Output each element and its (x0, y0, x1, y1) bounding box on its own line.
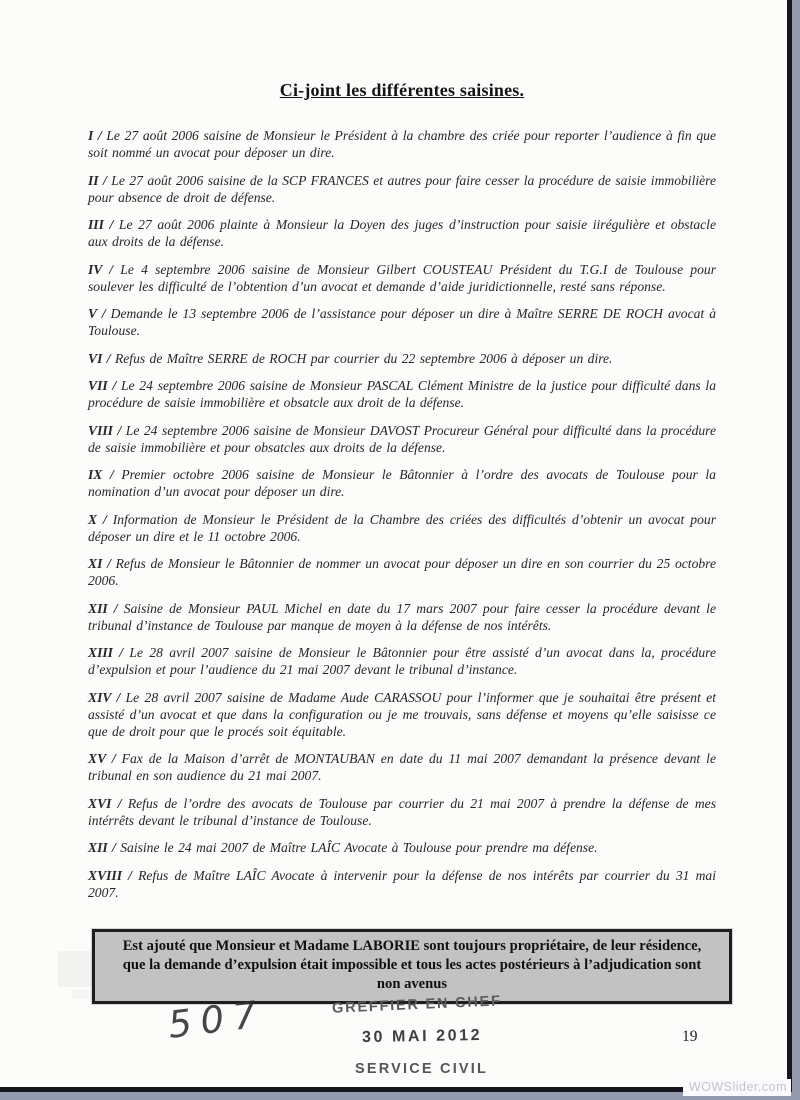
item-text: Refus de Monsieur le Bâtonnier de nommer un avocat pour déposer un dire en son courrier du 25 octobre 2006. (88, 556, 716, 588)
list-item (88, 422, 716, 456)
item-numeral: XIV / (88, 689, 121, 705)
conclusion-highlight-box: Est ajouté que Monsieur et Madame LABORIE sont toujours propriétaire, de leur résidence, que la demande d’expulsion était impossible et tous les actes postérieurs à l’adjudication sont non avenus (92, 929, 732, 1004)
item-numeral: XV / (88, 751, 116, 766)
stamp-greffier-en-chef: GREFFIER EN CHEF (331, 993, 503, 1017)
item-numeral: XVI / (88, 795, 122, 811)
item-numeral: X / (88, 511, 107, 527)
item-text: Le 28 avril 2007 saisine de Monsieur le Bâtonnier pour être assisté d’un avocat dans la, procédure d’expulsion et pour l’audience du 21 mai 2007 devant le tribunal d’instance. (88, 645, 716, 677)
item-numeral: XVIII / (88, 867, 132, 883)
item-text: Le 27 août 2006 plainte à Monsieur la Doyen des juges d’instruction pour saisie iirégulière et obstacle aux droits de la défense. (88, 217, 716, 249)
saisines-list (88, 127, 716, 901)
list-item (88, 466, 716, 500)
item-text: Demande le 13 septembre 2006 de l’assistance pour déposer un dire à Maître SERRE DE ROCH avocat à Toulouse. (88, 306, 716, 338)
item-numeral: VII / (88, 378, 117, 393)
list-item (88, 867, 716, 901)
item-text: Le 24 septembre 2006 saisine de Monsieur DAVOST Procureur Général pour difficulté dans la procédure de saisie immobilière et pour obsatcles aux droits de la défense. (88, 422, 716, 455)
list-item (88, 555, 716, 589)
item-text: Le 4 septembre 2006 saisine de Monsieur Gilbert COUSTEAU Président du T.G.I de Toulouse pour soulever les difficulté de l’obtention d’un avocat et demande d’aide juridictionnelle, resté sans réponse. (88, 261, 716, 294)
handwritten-number: 507 (165, 992, 268, 1047)
item-text: Saisine le 24 mai 2007 de Maître LAÎC Avocate à Toulouse pour prendre ma défense. (120, 840, 598, 855)
list-item (88, 644, 716, 678)
list-item (88, 377, 716, 411)
item-text: Refus de l’ordre des avocats de Toulouse par courrier du 21 mai 2007 à prendre la défense de mes intérrêts devant le tribunal d’instance de Toulouse. (88, 795, 716, 828)
item-text: Information de Monsieur le Président de la Chambre des criées des difficultés d’obtenir un avocat pour déposer un dire et le 11 octobre 2006. (88, 511, 716, 544)
list-item (88, 350, 716, 367)
list-item (88, 127, 716, 161)
list-item (88, 305, 716, 339)
item-text: Fax de la Maison d’arrêt de MONTAUBAN en date du 11 mai 2007 demandant la présence devant le tribunal en son audience du 21 mai 2007. (88, 751, 716, 783)
item-numeral: II / (88, 172, 107, 188)
item-numeral: XII / (88, 600, 118, 616)
item-numeral: I / (88, 128, 102, 143)
item-numeral: IV / (88, 261, 114, 277)
item-numeral: XII / (88, 840, 116, 855)
item-numeral: XIII / (88, 645, 124, 660)
list-item (88, 261, 716, 295)
item-numeral: XI / (88, 556, 111, 571)
item-text: Refus de Maître LAÎC Avocate à intervenir pour la défense de nos intérêts par courrier du 31 mai 2007. (88, 867, 716, 900)
page-number: 19 (682, 1028, 698, 1045)
list-item (88, 511, 716, 545)
item-numeral: VIII / (88, 422, 122, 438)
list-item (88, 795, 716, 829)
item-text: Refus de Maître SERRE de ROCH par courrier du 22 septembre 2006 à déposer un dire. (114, 350, 613, 366)
list-item (88, 839, 716, 856)
item-numeral: VI / (88, 350, 111, 366)
item-numeral: V / (88, 306, 106, 321)
page-title: Ci-joint les différentes saisines. (279, 80, 525, 100)
item-numeral: III / (88, 217, 114, 232)
list-item (88, 216, 716, 250)
item-text: Le 24 septembre 2006 saisine de Monsieur PASCAL Clément Ministre de la justice pour difficulté dans la procédure de saisie immobilière et obsatcle aux droit de la défense. (88, 378, 716, 410)
item-text: Premier octobre 2006 saisine de Monsieur le Bâtonnier à l’ordre des avocats de Toulouse pour la nomination d’un avocat pour déposer un dire. (88, 467, 716, 499)
list-item (88, 689, 716, 740)
stamp-service-civil: SERVICE CIVIL (355, 1061, 489, 1077)
list-item (88, 750, 716, 784)
item-text: Saisine de Monsieur PAUL Michel en date du 17 mars 2007 pour faire cesser la procédure devant le tribunal d’instance de Toulouse par manque de moyen à la défense de nos intérêts. (88, 600, 716, 633)
watermark: WOWSlider.com (683, 1079, 791, 1096)
item-text: Le 27 août 2006 saisine de la SCP FRANCES et autres pour faire cesser la procédure de saisie immobilière pour absence de droit de défense. (88, 172, 716, 205)
stamp-date: 30 MAI 2012 (361, 1026, 483, 1047)
item-text: Le 28 avril 2007 saisine de Madame Aude CARASSOU pour l’informer que je souhaitai être présent et assisté d’un avocat et que dans la configuration ou je me trouvais, sans défense et moyens qu’elle saisisse ce que de droit pour que le procés soit équitable. (88, 689, 716, 739)
list-item (88, 600, 716, 634)
item-numeral: IX / (88, 467, 114, 482)
list-item (88, 172, 716, 206)
item-text: Le 27 août 2006 saisine de Monsieur le Président à la chambre des criée pour reporter l’audience à fin que soit nommé un avocat pour déposer un dire. (88, 128, 716, 160)
